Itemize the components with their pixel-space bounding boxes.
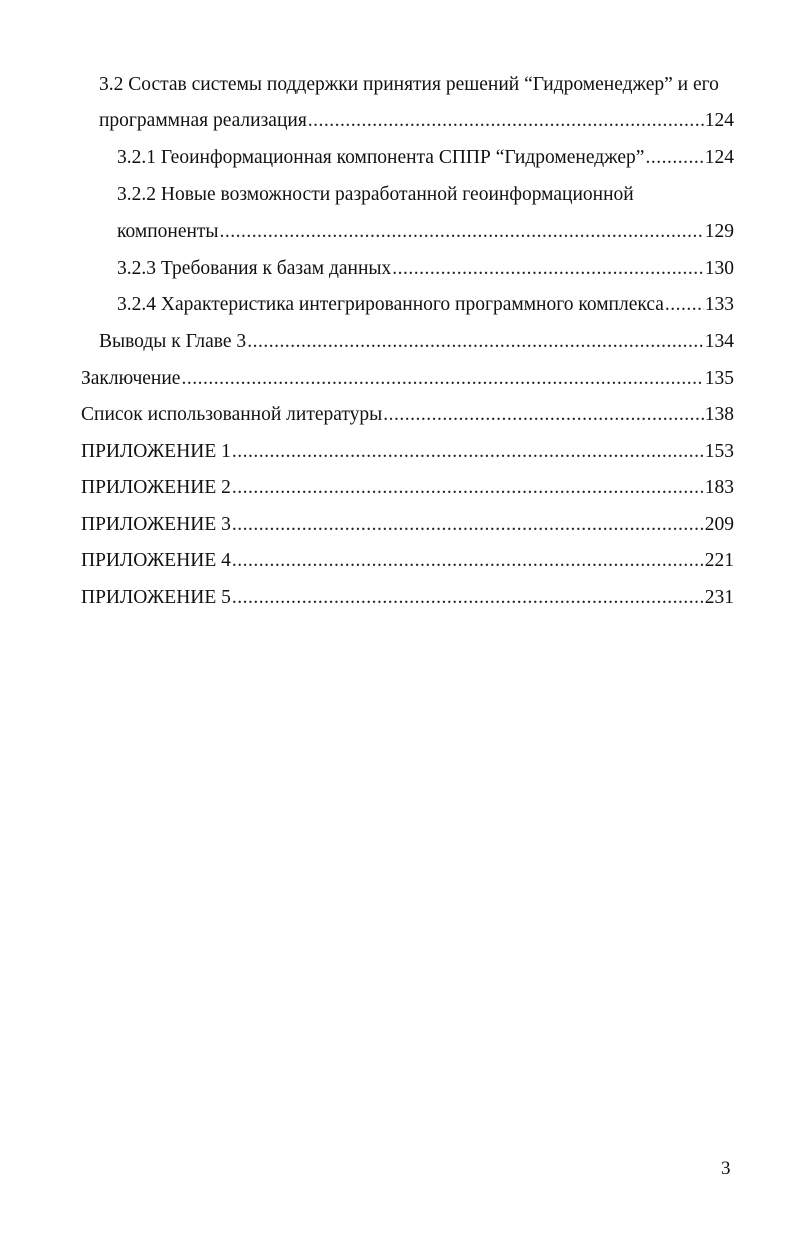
toc-entry-text: Выводы к Главе 3 xyxy=(99,331,247,352)
toc-page-number: 135 xyxy=(704,368,734,389)
toc-dot-leader xyxy=(232,473,704,503)
toc-page-number: 133 xyxy=(704,294,734,315)
page-number: 3 xyxy=(721,1158,731,1179)
toc-dot-leader xyxy=(392,254,704,284)
toc-page-number: 183 xyxy=(704,477,734,498)
toc-entry-appendix-1[interactable] xyxy=(81,437,734,467)
toc-entry-text: ПРИЛОЖЕНИЕ 1 xyxy=(81,441,231,462)
toc-entry-3-2-line1 xyxy=(99,70,723,100)
toc-entry-appendix-3[interactable] xyxy=(81,510,734,540)
toc-dot-leader xyxy=(665,290,704,320)
toc-entry-text: 3.2.3 Требования к базам данных xyxy=(117,258,392,279)
toc-dot-leader xyxy=(645,143,703,173)
toc-entry-text: программная реализация xyxy=(99,110,307,131)
toc-entry-3-2-3[interactable] xyxy=(117,254,734,284)
toc-entry-text: 3.2.4 Характеристика интегрированного программного комплекса xyxy=(117,294,664,315)
toc-dot-leader xyxy=(308,106,704,136)
toc-entry-appendix-4[interactable] xyxy=(81,546,734,576)
toc-entry-text: Заключение xyxy=(81,368,181,389)
toc-entry-appendix-2[interactable] xyxy=(81,473,734,503)
toc-entry-text: ПРИЛОЖЕНИЕ 5 xyxy=(81,587,231,608)
toc-entry-text: ПРИЛОЖЕНИЕ 2 xyxy=(81,477,231,498)
toc-dot-leader xyxy=(232,510,704,540)
toc-page-number: 209 xyxy=(704,514,734,535)
toc-dot-leader xyxy=(232,583,704,613)
toc-entry-text: 3.2 Состав системы поддержки принятия решений “Гидроменеджер” и его xyxy=(99,74,719,95)
toc-entry-3-2-line2[interactable] xyxy=(99,106,734,136)
toc-entry-text: 3.2.2 Новые возможности разработанной геоинформационной xyxy=(117,184,634,205)
toc-entry-text: ПРИЛОЖЕНИЕ 4 xyxy=(81,550,231,571)
toc-page-number: 124 xyxy=(704,147,734,168)
toc-entry-3-2-4[interactable] xyxy=(117,290,734,320)
toc-page-number: 231 xyxy=(704,587,734,608)
toc-dot-leader xyxy=(232,546,704,576)
toc-entry-conclusion[interactable] xyxy=(81,364,734,394)
toc-entry-conclusions-ch3[interactable] xyxy=(99,327,734,357)
toc-page-number: 134 xyxy=(704,331,734,352)
toc-dot-leader xyxy=(181,364,703,394)
toc-entry-text: Список использованной литературы xyxy=(81,404,383,425)
toc-entry-text: ПРИЛОЖЕНИЕ 3 xyxy=(81,514,231,535)
toc-entry-3-2-2-line1 xyxy=(117,180,677,210)
toc-page-number: 153 xyxy=(704,441,734,462)
toc-dot-leader xyxy=(232,437,704,467)
toc-entry-appendix-5[interactable] xyxy=(81,583,734,613)
toc-page-number: 130 xyxy=(704,258,734,279)
toc-dot-leader xyxy=(383,400,703,430)
toc-entry-text: 3.2.1 Геоинформационная компонента СППР “Гидроменеджер” xyxy=(117,147,645,168)
toc-page-number: 138 xyxy=(704,404,734,425)
toc-dot-leader xyxy=(220,217,704,247)
toc-page-number: 124 xyxy=(704,110,734,131)
toc-entry-3-2-2-line2[interactable] xyxy=(117,217,734,247)
toc-page-number: 129 xyxy=(704,221,734,242)
toc-entry-references[interactable] xyxy=(81,400,734,430)
toc-entry-text: компоненты xyxy=(117,221,219,242)
toc-entry-3-2-1[interactable] xyxy=(117,143,734,173)
toc-page-number: 221 xyxy=(704,550,734,571)
toc-dot-leader xyxy=(247,327,704,357)
